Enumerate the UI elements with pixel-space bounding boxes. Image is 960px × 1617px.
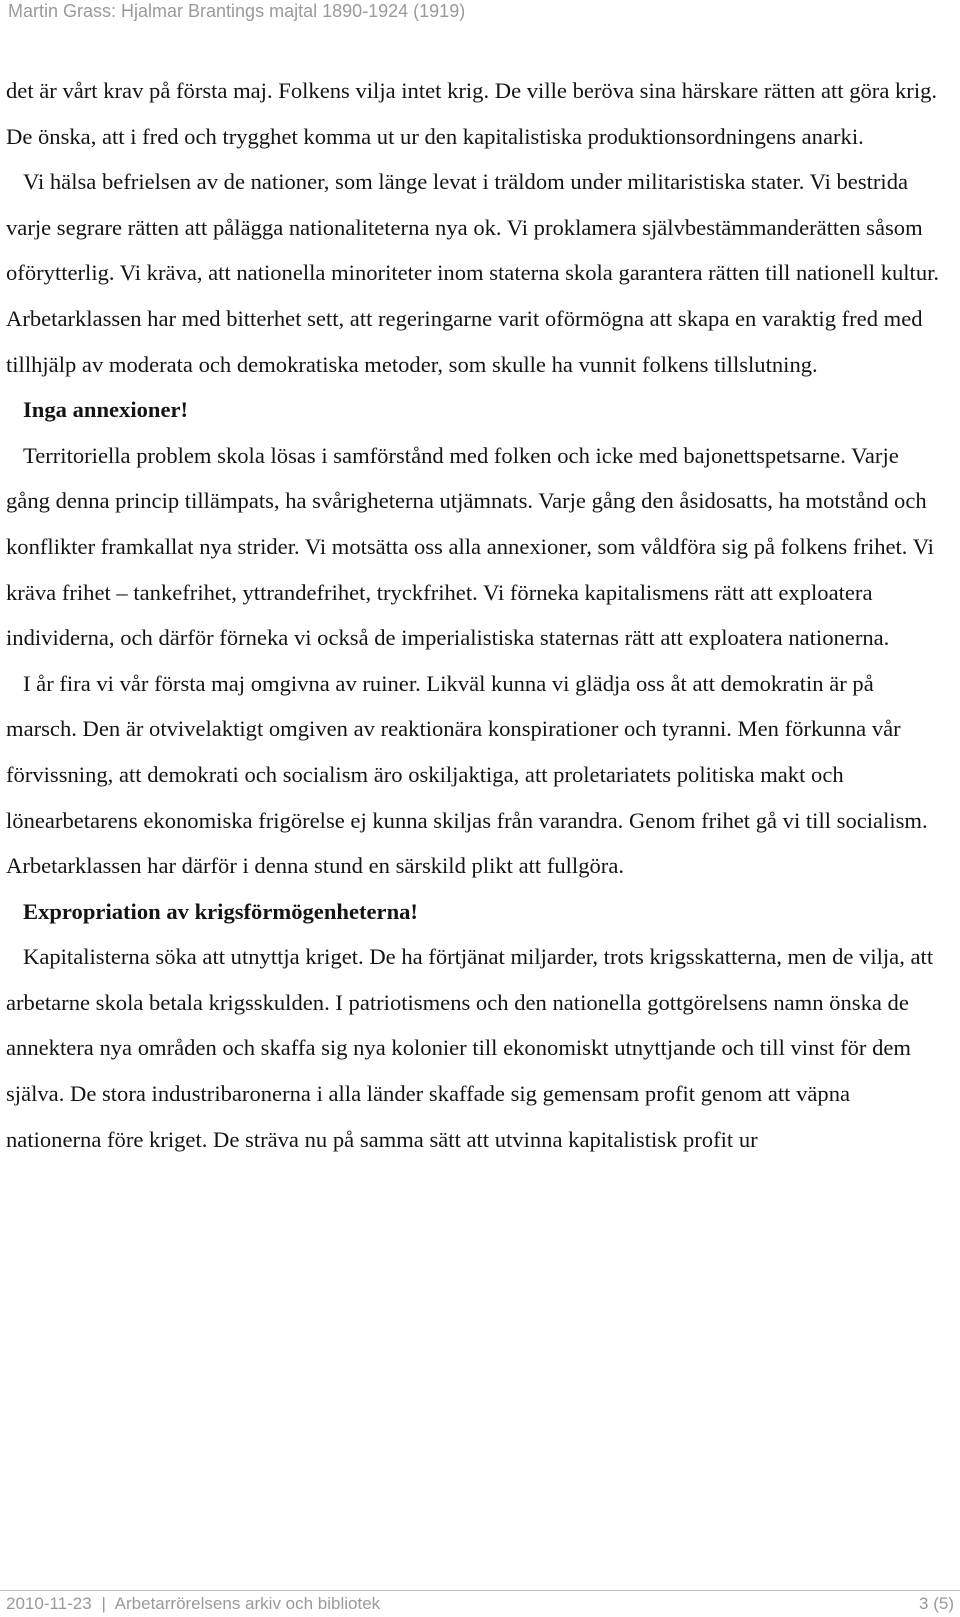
paragraph-3: Territoriella problem skola lösas i samförstånd med folken och icke med bajonettspetsarne. Varje gång denna princip tillämpats, ha svårigheterna utjämnats. Varje gång den åsidosatts, ha motstånd och konflikter framkallat nya strider. Vi motsätta oss alla annexioner, som våldföra sig på folkens frihet. Vi kräva frihet – tankefrihet, yttrandefrihet, tryckfrihet. Vi förneka kapitalismens rätt att exploatera individerna, och därför förneka vi också de imperialistiska staternas rätt att exploatera nationerna. [6,442,934,651]
paragraph-1: det är vårt krav på första maj. Folkens vilja intet krig. De ville beröva sina härskare rätten att göra krig. De önska, att i fred och trygghet komma ut ur den kapitalistiska produktionsordningens anarki. [6,78,938,149]
footer-date: 2010-11-23 [6,1594,92,1613]
section-heading-expropriation: Expropriation av krigsförmögenheterna! [23,898,418,924]
document-body [6,68,946,1162]
running-title: Martin Grass: Hjalmar Brantings majtal 1890-1924 (1919) [8,1,466,21]
footer-publisher: Arbetarrörelsens arkiv och bibliotek [114,1594,381,1613]
page-number: 3 (5) [919,1594,954,1613]
paragraph-2: Vi hälsa befrielsen av de nationer, som länge levat i träldom under militaristiska stater. Vi bestrida varje segrare rätten att pålägga nationaliteterna nya ok. Vi proklamera självbestämmanderätten såsom oförytterlig. Vi kräva, att nationella minoriteter inom staterna skola garantera rätten till nationell kultur. Arbetarklassen har med bitterhet sett, att regeringarne varit oförmögna att skapa en varaktig fred med tillhjälp av moderata och demokratiska metoder, som skulle ha vunnit folkens tillslutning. [6,169,940,377]
paragraph-5: Kapitalisterna söka att utnyttja kriget. De ha förtjänat miljarder, trots krigsskatterna, men de vilja, att arbetarne skola betala krigsskulden. I patriotismens och den nationella gottgörelsens namn önska de annektera nya områden och skaffa sig nya kolonier till ekonomiskt utnyttjande och till vinst för dem själva. De stora industribaronerna i alla länder skaffade sig gemensam profit genom att väpna nationerna före kriget. De sträva nu på samma sätt att utvinna kapitalistisk profit ur [6,944,934,1152]
paragraph-4: I år fira vi vår första maj omgivna av ruiner. Likväl kunna vi glädja oss åt att demokratin är på marsch. Den är otvivelaktigt omgiven av reaktionära konspirationer och tyranni. Men förkunna vår förvissning, att demokrati och socialism äro oskiljaktiga, att proletariatets politiska makt och lönearbetarens ekonomiska frigörelse ej kunna skiljas från varandra. Genom frihet gå vi till socialism. Arbetarklassen har därför i denna stund en särskild plikt att fullgöra. [6,670,928,879]
page-footer [6,1593,954,1615]
section-heading-annexions: Inga annexioner! [23,397,189,423]
running-header [8,0,952,22]
footer-separator: | [101,1594,106,1613]
footer-divider [0,1590,960,1591]
